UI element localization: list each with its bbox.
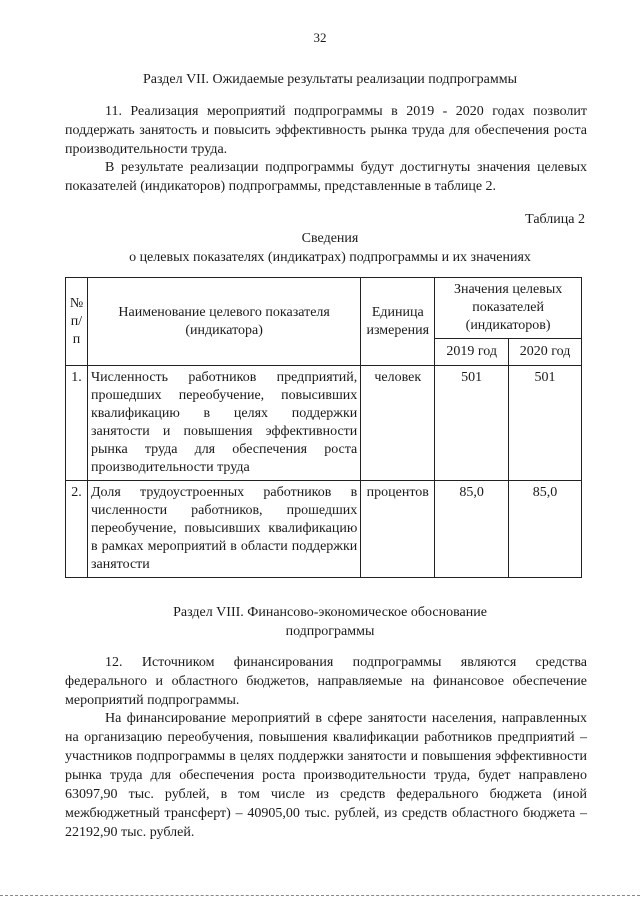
row-value-2020: 85,0 (509, 481, 582, 578)
section-7-title: Раздел VII. Ожидаемые результаты реализации подпрограммы (142, 72, 518, 87)
section-7-paragraph-1: 11. Реализация мероприятий подпрограммы в 2019 - 2020 годах позволит поддержать занятость и повысить эффективность рынка труда для обеспечения роста производительности труда. (65, 104, 587, 157)
row-number: 1. (66, 366, 88, 481)
page-bottom-divider (0, 895, 640, 896)
section-8-paragraph-1: 12. Источником финансирования подпрограммы являются средства федерального и областного бюджетов, направляемые на финансовое обеспечение мероприятий подпрограммы. (65, 655, 587, 708)
row-unit: человек (361, 366, 435, 481)
row-unit: процентов (361, 481, 435, 578)
table-row (66, 481, 582, 578)
table-header-row (66, 278, 582, 339)
header-indicator-name: Наименование целевого показателя (индикатора) (87, 278, 360, 366)
row-value-2020: 501 (509, 366, 582, 481)
header-unit: Единица измерения (361, 278, 435, 366)
table-title-line-2: о целевых показателях (индикатрах) подпрограммы и их значениях (129, 250, 531, 265)
indicators-table (65, 277, 582, 578)
row-value-2019: 501 (435, 366, 509, 481)
section-8-paragraph-2: На финансирование мероприятий в сфере занятости населения, направленных на организацию переобучения, повышения квалификации работников предприятий – участников подпрограммы в целях поддержки занятости и повышения эффективности рынка труда для обеспечения роста производительности труда, будет направлено 63097,90 тыс. рублей, в том числе из средств федерального бюджета (иной межбюджетный трансферт) – 40905,00 тыс. рублей, из средств областного бюджета – 22192,90 тыс. рублей. (65, 711, 587, 840)
page-number: 32 (313, 30, 327, 45)
header-year-2020: 2020 год (509, 339, 582, 366)
header-number: № п/п (66, 278, 88, 366)
table-label: Таблица 2 (525, 212, 585, 227)
row-number: 2. (66, 481, 88, 578)
table-title-line-1: Сведения (301, 231, 359, 246)
section-7-paragraph-2: В результате реализации подпрограммы будут достигнуты значения целевых показателей (индикаторов) подпрограммы, представленные в таблице 2. (65, 160, 587, 194)
header-target-values: Значения целевых показателей (индикаторов) (435, 278, 582, 339)
table-row (66, 366, 582, 481)
row-value-2019: 85,0 (435, 481, 509, 578)
section-8-title-line-2: подпрограммы (285, 624, 375, 639)
row-indicator-name: Доля трудоустроенных работников в численности работников, прошедших переобучение, повысивших квалификацию в рамках мероприятий в области поддержки занятости (87, 481, 360, 578)
section-8-title-line-1: Раздел VIII. Финансово-экономическое обоснование (173, 605, 487, 620)
header-year-2019: 2019 год (435, 339, 509, 366)
row-indicator-name: Численность работников предприятий, прошедших переобучение, повысивших квалификацию в целях поддержки занятости и повышения эффективности рынка труда для обеспечения роста производительности труда (87, 366, 360, 481)
